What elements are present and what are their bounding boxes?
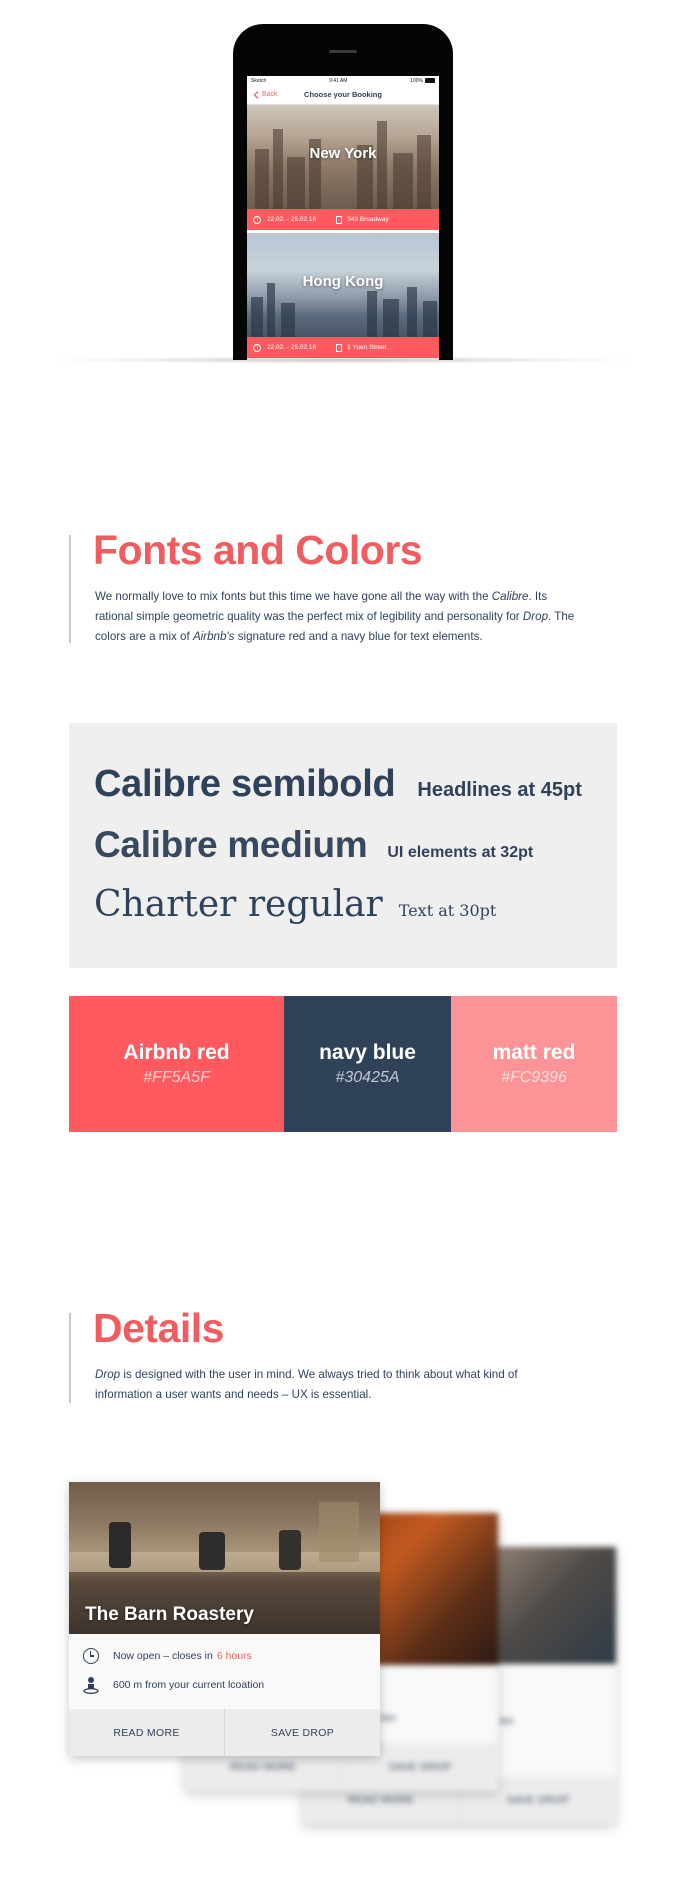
read-more-button[interactable]: READ MORE <box>229 1761 297 1773</box>
building-icon <box>336 216 342 224</box>
battery-label: 100% <box>410 77 423 84</box>
specimen-row <box>94 884 496 925</box>
swatch-name: Airbnb red <box>123 1041 230 1064</box>
location-pin-icon <box>83 1676 99 1694</box>
city-name: Hong Kong <box>302 273 384 290</box>
read-more-button[interactable]: READ MORE <box>113 1727 180 1739</box>
phone-mockup <box>233 24 453 360</box>
clock-icon <box>253 344 261 352</box>
body-emphasis: Drop <box>522 610 549 623</box>
booking-info-bar <box>247 337 439 358</box>
specimen-sample: Charter regular <box>94 884 383 925</box>
nav-bar <box>247 85 439 105</box>
phone-screen <box>247 76 439 360</box>
body-text: . Its rational simple geometric quality was the perfect mix of legibility and personality for <box>95 590 548 623</box>
booking-card-new-york[interactable] <box>247 105 439 230</box>
card-actions <box>69 1709 380 1756</box>
swatch-hex: #FF5A5F <box>143 1069 210 1086</box>
section-title-details: Details <box>93 1305 224 1351</box>
card-snippet: tion <box>498 1716 515 1727</box>
specimen-row <box>94 824 533 866</box>
swatch-hex: #FC9396 <box>501 1069 567 1086</box>
status-battery <box>410 78 435 84</box>
status-carrier: Sketch <box>251 77 267 84</box>
distance-row <box>83 1676 264 1694</box>
city-name: New York <box>309 145 377 162</box>
swatch-matt-red <box>451 996 617 1132</box>
body-emphasis: Drop <box>95 1368 121 1381</box>
phone-shadow <box>40 356 644 364</box>
specimen-usage: Headlines at 45pt <box>417 779 582 801</box>
booking-info-bar <box>247 209 439 230</box>
clock-icon <box>83 1648 99 1664</box>
body-emphasis: Airbnb's <box>192 630 235 643</box>
status-time: 9:41 AM <box>329 77 348 84</box>
section-body-fonts <box>95 587 585 647</box>
swatch-airbnb-red <box>69 996 284 1132</box>
distance-text: 600 m from your current lcoation <box>113 1679 265 1691</box>
opening-hours-highlight: 6 hours <box>216 1650 252 1662</box>
specimen-sample: Calibre semibold <box>94 763 396 805</box>
booking-dates: 22.02. - 25.02.16 <box>267 344 317 351</box>
chevron-left-icon <box>253 91 259 99</box>
building-icon <box>336 344 342 352</box>
specimen-sample: Calibre medium <box>94 824 368 865</box>
swatch-name: navy blue <box>319 1041 416 1064</box>
card-snippet: tion <box>380 1713 397 1724</box>
section-rule <box>69 535 71 643</box>
font-specimen-panel <box>69 723 617 968</box>
status-bar <box>247 76 439 85</box>
body-emphasis: Calibre <box>491 590 529 603</box>
battery-icon <box>425 78 435 83</box>
opening-hours-row <box>83 1648 252 1664</box>
phone-speaker <box>329 50 357 53</box>
back-button[interactable] <box>253 91 278 99</box>
read-more-button[interactable]: READ MORE <box>347 1794 415 1806</box>
specimen-usage: Text at 30pt <box>398 901 497 920</box>
booking-card-hong-kong[interactable] <box>247 233 439 358</box>
booking-address: 343 Broadway <box>347 216 389 223</box>
body-text: signature red and a navy blue for text elements. <box>234 630 483 643</box>
swatch-navy-blue <box>284 996 451 1132</box>
drop-card-barn-roastery[interactable] <box>69 1482 380 1756</box>
section-body-details <box>95 1365 555 1405</box>
swatch-name: matt red <box>492 1041 576 1064</box>
specimen-row <box>94 763 582 806</box>
swatch-hex: #30425A <box>335 1069 400 1086</box>
section-title-fonts: Fonts and Colors <box>93 527 423 573</box>
section-rule <box>69 1313 71 1403</box>
specimen-usage: UI elements at 32pt <box>387 844 534 861</box>
body-text: We normally love to mix fonts but this time we have gone all the way with the <box>95 590 492 603</box>
card-info <box>69 1634 380 1709</box>
body-text: is designed with the user in mind. We always tried to think about what kind of information a user wants and needs – UX is essential. <box>95 1368 518 1401</box>
back-label: Back <box>262 91 278 98</box>
booking-dates: 22.02. - 25.02.16 <box>267 216 317 223</box>
card-title: The Barn Roastery <box>85 1604 254 1625</box>
body-text: . The colors are a mix of <box>95 610 575 643</box>
save-drop-button[interactable]: SAVE DROP <box>341 1743 498 1791</box>
opening-status: Now open – closes in <box>113 1650 213 1662</box>
color-swatches <box>69 996 617 1132</box>
booking-address: 1 Yuen Street <box>347 344 387 351</box>
nav-title: Choose your Booking <box>304 90 382 99</box>
save-drop-button[interactable]: SAVE DROP <box>224 1709 380 1756</box>
clock-icon <box>253 216 261 224</box>
save-drop-button[interactable]: SAVE DROP <box>459 1776 616 1824</box>
